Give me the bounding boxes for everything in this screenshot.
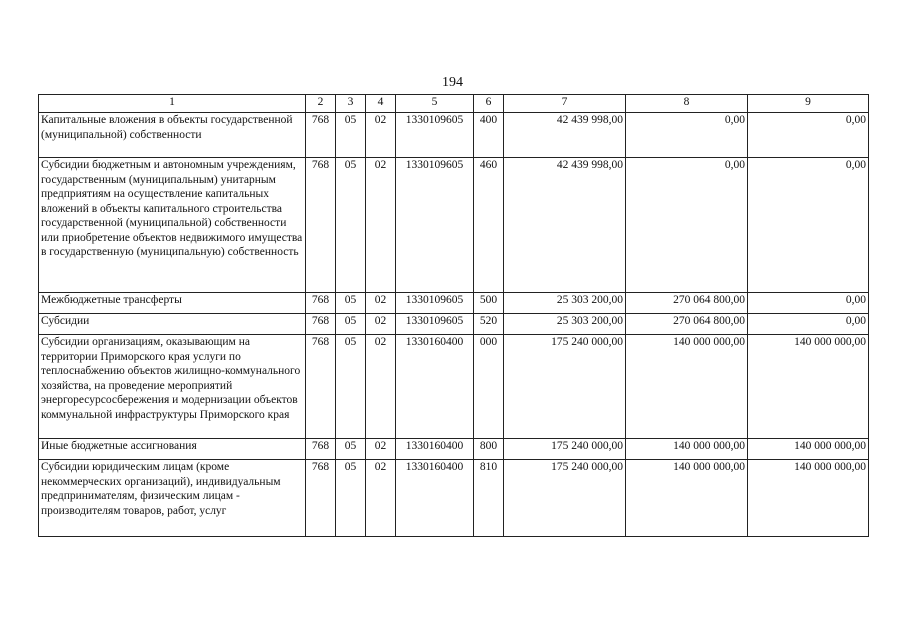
column-header-1: 1 (39, 95, 306, 113)
row-code-5: 1330160400 (396, 439, 474, 460)
row-code-3: 05 (336, 335, 366, 439)
table-row (39, 158, 869, 293)
row-amount-8: 140 000 000,00 (626, 335, 748, 439)
row-code-2: 768 (306, 460, 336, 537)
row-amount-9: 140 000 000,00 (748, 439, 869, 460)
row-code-5: 1330160400 (396, 335, 474, 439)
row-code-5: 1330109605 (396, 158, 474, 293)
row-code-3: 05 (336, 314, 366, 335)
row-code-3: 05 (336, 113, 366, 158)
row-amount-8: 270 064 800,00 (626, 314, 748, 335)
row-code-6: 400 (474, 113, 504, 158)
column-header-8: 8 (626, 95, 748, 113)
column-header-3: 3 (336, 95, 366, 113)
row-code-5: 1330109605 (396, 314, 474, 335)
page-number: 194 (442, 75, 463, 90)
row-amount-7: 175 240 000,00 (504, 335, 626, 439)
row-code-5: 1330109605 (396, 293, 474, 314)
table-row (39, 314, 869, 335)
row-code-6: 000 (474, 335, 504, 439)
column-header-6: 6 (474, 95, 504, 113)
row-code-3: 05 (336, 439, 366, 460)
column-header-4: 4 (366, 95, 396, 113)
row-amount-9: 0,00 (748, 113, 869, 158)
row-amount-9: 0,00 (748, 158, 869, 293)
row-code-6: 800 (474, 439, 504, 460)
row-amount-9: 0,00 (748, 314, 869, 335)
row-amount-9: 0,00 (748, 293, 869, 314)
table-row (39, 113, 869, 158)
row-code-6: 500 (474, 293, 504, 314)
column-header-5: 5 (396, 95, 474, 113)
budget-table (38, 94, 869, 537)
row-code-2: 768 (306, 439, 336, 460)
row-code-4: 02 (366, 314, 396, 335)
row-code-5: 1330109605 (396, 113, 474, 158)
row-name: Субсидии организациям, оказывающим на территории Приморского края услуги по теплоснабжению объектов жилищно-коммунального хозяйства, на проведение мероприятий энергоресурсосбережения и модернизации объектов коммунальной инфраструктуры Приморского края (39, 335, 306, 439)
row-code-3: 05 (336, 158, 366, 293)
row-name: Субсидии (39, 314, 306, 335)
row-amount-8: 140 000 000,00 (626, 439, 748, 460)
row-amount-8: 270 064 800,00 (626, 293, 748, 314)
row-amount-7: 25 303 200,00 (504, 314, 626, 335)
row-amount-7: 175 240 000,00 (504, 439, 626, 460)
column-header-7: 7 (504, 95, 626, 113)
table-row (39, 293, 869, 314)
row-amount-7: 25 303 200,00 (504, 293, 626, 314)
row-code-2: 768 (306, 335, 336, 439)
row-amount-9: 140 000 000,00 (748, 460, 869, 537)
row-code-6: 520 (474, 314, 504, 335)
row-code-3: 05 (336, 293, 366, 314)
row-code-4: 02 (366, 293, 396, 314)
column-header-9: 9 (748, 95, 869, 113)
row-amount-8: 140 000 000,00 (626, 460, 748, 537)
row-code-6: 460 (474, 158, 504, 293)
row-amount-9: 140 000 000,00 (748, 335, 869, 439)
row-code-4: 02 (366, 460, 396, 537)
row-name: Иные бюджетные ассигнования (39, 439, 306, 460)
table-row (39, 335, 869, 439)
table-row (39, 460, 869, 537)
row-code-3: 05 (336, 460, 366, 537)
row-amount-7: 175 240 000,00 (504, 460, 626, 537)
row-name: Капитальные вложения в объекты государственной (муниципальной) собственности (39, 113, 306, 158)
row-amount-8: 0,00 (626, 158, 748, 293)
row-name: Межбюджетные трансферты (39, 293, 306, 314)
row-amount-7: 42 439 998,00 (504, 113, 626, 158)
row-code-4: 02 (366, 158, 396, 293)
row-name: Субсидии юридическим лицам (кроме некоммерческих организаций), индивидуальным предпринимателям, физическим лицам - производителям товаров, работ, услуг (39, 460, 306, 537)
row-amount-7: 42 439 998,00 (504, 158, 626, 293)
row-code-4: 02 (366, 335, 396, 439)
row-code-4: 02 (366, 439, 396, 460)
row-code-2: 768 (306, 314, 336, 335)
table-header-row (39, 95, 869, 113)
row-code-2: 768 (306, 293, 336, 314)
row-code-6: 810 (474, 460, 504, 537)
row-code-2: 768 (306, 158, 336, 293)
row-code-5: 1330160400 (396, 460, 474, 537)
table-row (39, 439, 869, 460)
column-header-2: 2 (306, 95, 336, 113)
row-code-2: 768 (306, 113, 336, 158)
row-name: Субсидии бюджетным и автономным учреждениям, государственным (муниципальным) унитарным предприятиям на осуществление капитальных вложений в объекты капитального строительства государственной (муниципальной) собственности или приобретение объектов недвижимого имущества в государственную (муниципальную) собственность (39, 158, 306, 293)
row-code-4: 02 (366, 113, 396, 158)
row-amount-8: 0,00 (626, 113, 748, 158)
